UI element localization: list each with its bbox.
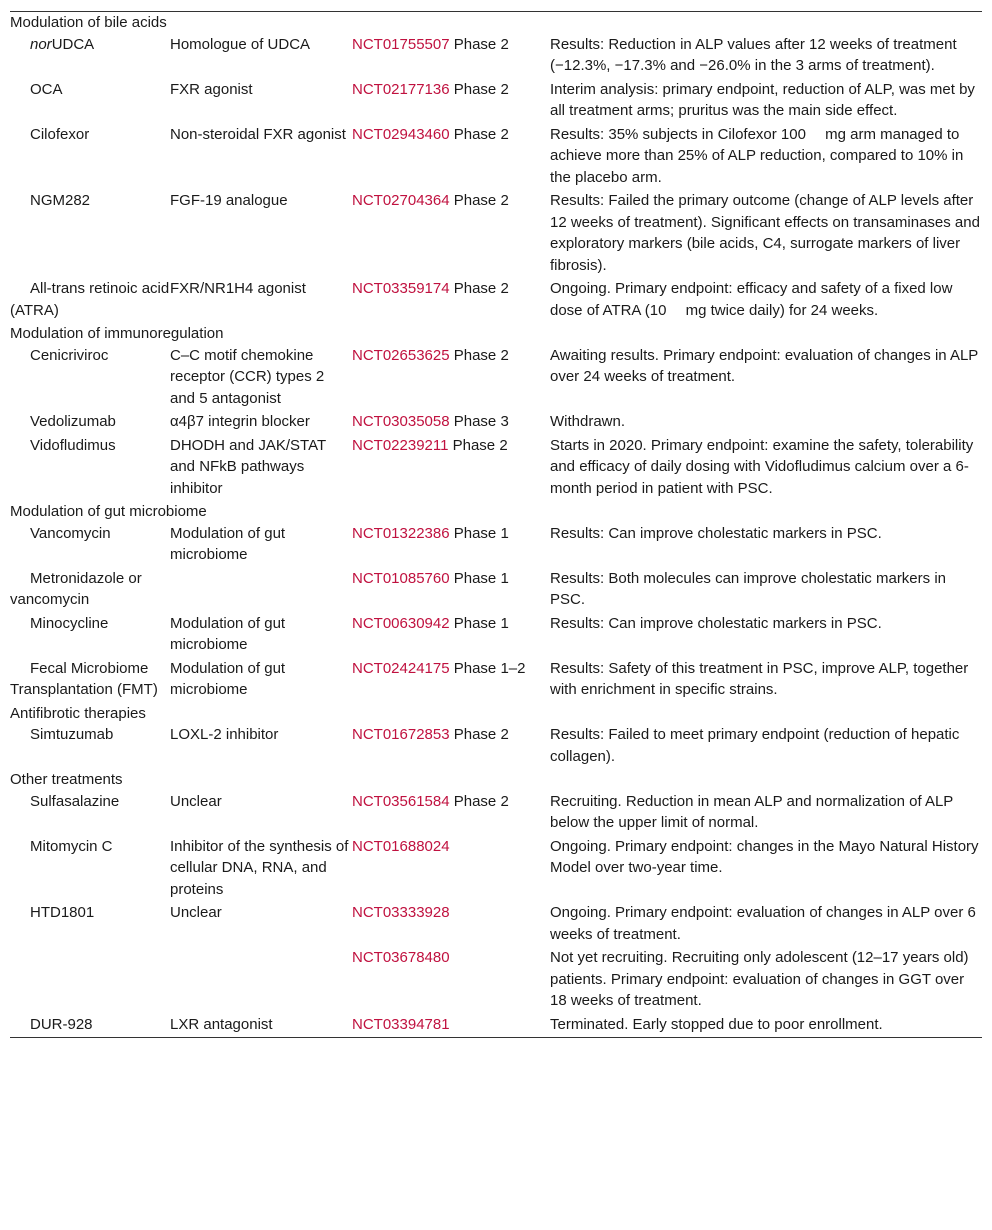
drug-cell [10, 568, 170, 613]
nct-link[interactable]: NCT02653625 [352, 346, 450, 364]
drug-cell [10, 1014, 170, 1038]
nct-link[interactable]: NCT03035058 [352, 413, 450, 430]
trial-cell [352, 190, 550, 278]
result-cell: Results: 35% subjects in Cilofexor 100 mg arm managed to achieve more than 25% of ALP reduction, compared to 10% in the placebo arm. [550, 125, 964, 186]
trial-cell [352, 658, 550, 703]
table-row [10, 947, 982, 1014]
table-row [10, 345, 982, 412]
phase-text: Phase 2 [449, 792, 509, 810]
mechanism-cell: FXR/NR1H4 agonist [170, 280, 306, 297]
drug-cell [10, 902, 170, 947]
trial-cell [352, 345, 550, 412]
drug-cell [10, 724, 170, 769]
drug-cell [10, 658, 170, 703]
mechanism-cell: Modulation of gut microbiome [170, 659, 286, 698]
result-cell: Results: Failed the primary outcome (change of ALP levels after 12 weeks of treatment). Significant effects on transaminases and exploratory markers (bile acids, C4, surrogate markers of liver fibrosis). [550, 192, 980, 274]
result-cell: Recruiting. Reduction in mean ALP and normalization of ALP below the upper limit of normal. [550, 792, 954, 831]
drug-cell [10, 190, 170, 278]
mechanism-cell: α4β7 integrin blocker [170, 413, 310, 430]
drug-name: Metronidazole or vancomycin [10, 569, 142, 608]
phase-text: Phase 1–2 [449, 659, 526, 677]
nct-link[interactable]: NCT03561584 [352, 792, 450, 810]
mechanism-cell: Unclear [170, 792, 222, 810]
nct-link[interactable]: NCT03394781 [352, 1015, 450, 1033]
table-row [10, 523, 982, 568]
nct-link[interactable]: NCT03333928 [352, 904, 450, 921]
result-cell: Terminated. Early stopped due to poor enrollment. [550, 1015, 883, 1033]
phase-text: Phase 2 [449, 280, 509, 297]
drug-name: Vancomycin [30, 524, 111, 542]
nct-link[interactable]: NCT01672853 [352, 726, 450, 743]
result-cell: Results: Can improve cholestatic markers in PSC. [550, 614, 882, 632]
nct-link[interactable]: NCT02704364 [352, 192, 450, 209]
result-cell: Starts in 2020. Primary endpoint: examine the safety, tolerability and efficacy of daily dosing with Vidofludimus calcium over a 6-month period in patient with PSC. [550, 436, 974, 497]
mechanism-cell: Unclear [170, 904, 222, 921]
nct-link[interactable]: NCT01755507 [352, 35, 450, 53]
trial-cell [352, 902, 550, 947]
mechanism-cell: FXR agonist [170, 80, 253, 98]
section-header-row [10, 323, 982, 345]
drug-cell [10, 34, 170, 79]
mechanism-cell: Modulation of gut microbiome [170, 524, 286, 563]
trial-cell [352, 1014, 550, 1038]
drug-cell [10, 836, 170, 903]
table-row [10, 411, 982, 435]
table-row [10, 124, 982, 191]
trial-cell [352, 124, 550, 191]
trial-cell [352, 34, 550, 79]
result-cell: Results: Both molecules can improve cholestatic markers in PSC. [550, 569, 946, 608]
nct-link[interactable]: NCT02239211 [352, 436, 449, 454]
result-cell: Results: Safety of this treatment in PSC, improve ALP, together with enrichment in specific strains. [550, 659, 969, 698]
drug-name: All-trans retinoic acid (ATRA) [10, 280, 170, 319]
table-row [10, 791, 982, 836]
nct-link[interactable]: NCT01085760 [352, 569, 450, 587]
phase-text: Phase 2 [448, 436, 508, 454]
section-header-row [10, 703, 982, 725]
result-cell: Ongoing. Primary endpoint: efficacy and safety of a fixed low dose of ATRA (10 mg twice daily) for 24 weeks. [550, 280, 953, 319]
result-cell: Withdrawn. [550, 413, 626, 430]
mechanism-cell: Non-steroidal FXR agonist [170, 125, 346, 143]
result-cell: Not yet recruiting. Recruiting only adolescent (12–17 years old) patients. Primary endpoint: evaluation of changes in GGT over 18 weeks of treatment. [550, 949, 969, 1009]
result-cell: Ongoing. Primary endpoint: evaluation of changes in ALP over 6 weeks of treatment. [550, 904, 976, 943]
phase-text: Phase 2 [449, 726, 509, 743]
table-row [10, 568, 982, 613]
mechanism-cell [170, 947, 352, 1014]
nct-link[interactable]: NCT03359174 [352, 280, 450, 297]
trial-cell [352, 79, 550, 124]
drug-cell [10, 947, 170, 1014]
drug-cell [10, 791, 170, 836]
phase-text: Phase 2 [449, 35, 509, 53]
table-row [10, 435, 982, 502]
mechanism-cell: DHODH and JAK/STAT and NFkB pathways inhibitor [170, 436, 326, 497]
trial-cell [352, 523, 550, 568]
mechanism-cell: LOXL-2 inhibitor [170, 726, 279, 743]
section-header-row [10, 501, 982, 523]
trial-cell [352, 435, 550, 502]
nct-link[interactable]: NCT02177136 [352, 80, 450, 98]
drug-cell [10, 411, 170, 435]
phase-text: Phase 1 [449, 614, 509, 632]
trial-cell [352, 724, 550, 769]
mechanism-cell [170, 568, 352, 613]
trial-cell [352, 791, 550, 836]
drug-name: Fecal Microbiome Transplantation (FMT) [10, 659, 158, 698]
drug-name: Cilofexor [30, 125, 90, 143]
drug-cell [10, 613, 170, 658]
phase-text: Phase 3 [449, 413, 509, 430]
drug-name: Cenicriviroc [30, 346, 109, 364]
phase-text: Phase 2 [449, 125, 509, 143]
table-row [10, 658, 982, 703]
table-row [10, 190, 982, 278]
mechanism-cell: LXR antagonist [170, 1015, 273, 1033]
table-row [10, 278, 982, 323]
drug-name: Simtuzumab [30, 726, 114, 743]
table-row [10, 34, 982, 79]
drug-name: Minocycline [30, 614, 109, 632]
mechanism-cell: Modulation of gut microbiome [170, 614, 286, 653]
result-cell: Results: Can improve cholestatic markers in PSC. [550, 524, 882, 542]
trial-cell [352, 411, 550, 435]
section-title: Other treatments [10, 771, 123, 788]
result-cell: Awaiting results. Primary endpoint: evaluation of changes in ALP over 24 weeks of treatment. [550, 346, 979, 385]
phase-text: Phase 1 [449, 524, 509, 542]
drug-name: Vedolizumab [30, 413, 116, 430]
nct-link[interactable]: NCT03678480 [352, 949, 450, 966]
result-cell: Ongoing. Primary endpoint: changes in the Mayo Natural History Model over two-year time. [550, 837, 979, 876]
phase-text: Phase 2 [449, 192, 509, 209]
nct-link[interactable]: NCT00630942 [352, 614, 450, 632]
drug-name: DUR-928 [30, 1015, 93, 1033]
mechanism-cell: FGF-19 analogue [170, 192, 288, 209]
drug-name: OCA [30, 80, 63, 98]
section-title: Antifibrotic therapies [10, 704, 146, 722]
nct-link[interactable]: NCT02943460 [352, 125, 450, 143]
trial-cell [352, 278, 550, 323]
section-title: Modulation of bile acids [10, 14, 167, 31]
drug-cell [10, 278, 170, 323]
phase-text: Phase 1 [449, 569, 509, 587]
table-row [10, 724, 982, 769]
drug-name: NGM282 [30, 192, 91, 209]
section-header-row [10, 12, 982, 34]
drug-cell [10, 79, 170, 124]
trial-cell [352, 568, 550, 613]
result-cell: Interim analysis: primary endpoint, reduction of ALP, was met by all treatment arms; pruritus was the main side effect. [550, 80, 975, 119]
result-cell: Results: Reduction in ALP values after 12 weeks of treatment (−12.3%, −17.3% and −26.0% in the 3 arms of treatment). [550, 35, 957, 74]
table-row [10, 1014, 982, 1038]
result-cell: Results: Failed to meet primary endpoint (reduction of hepatic collagen). [550, 726, 960, 765]
drug-name: Sulfasalazine [30, 792, 120, 810]
nct-link[interactable]: NCT01322386 [352, 524, 450, 542]
section-title: Modulation of immunoregulation [10, 325, 224, 342]
drug-cell [10, 345, 170, 412]
drug-cell [10, 435, 170, 502]
table-row [10, 613, 982, 658]
drug-cell [10, 523, 170, 568]
trial-cell [352, 613, 550, 658]
drug-name: UDCA [51, 35, 95, 53]
mechanism-cell: Homologue of UDCA [170, 35, 311, 53]
phase-text: Phase 2 [449, 80, 509, 98]
phase-text: Phase 2 [449, 346, 509, 364]
drug-name: Mitomycin C [30, 837, 113, 855]
section-header-row [10, 769, 982, 791]
section-title: Modulation of gut microbiome [10, 503, 207, 520]
nct-link[interactable]: NCT01688024 [352, 837, 450, 855]
drug-name: Vidofludimus [30, 436, 116, 454]
clinical-trials-table [10, 11, 982, 1038]
table-row [10, 79, 982, 124]
table-row [10, 902, 982, 947]
drug-name: HTD1801 [30, 904, 95, 921]
drug-prefix: nor [30, 35, 52, 53]
mechanism-cell: C–C motif chemokine receptor (CCR) types 2 and 5 antagonist [170, 346, 325, 407]
table-row [10, 836, 982, 903]
trial-cell [352, 836, 550, 903]
nct-link[interactable]: NCT02424175 [352, 659, 450, 677]
table-body [10, 12, 982, 1038]
mechanism-cell: Inhibitor of the synthesis of cellular DNA, RNA, and proteins [170, 837, 349, 898]
drug-cell [10, 124, 170, 191]
trial-cell [352, 947, 550, 1014]
